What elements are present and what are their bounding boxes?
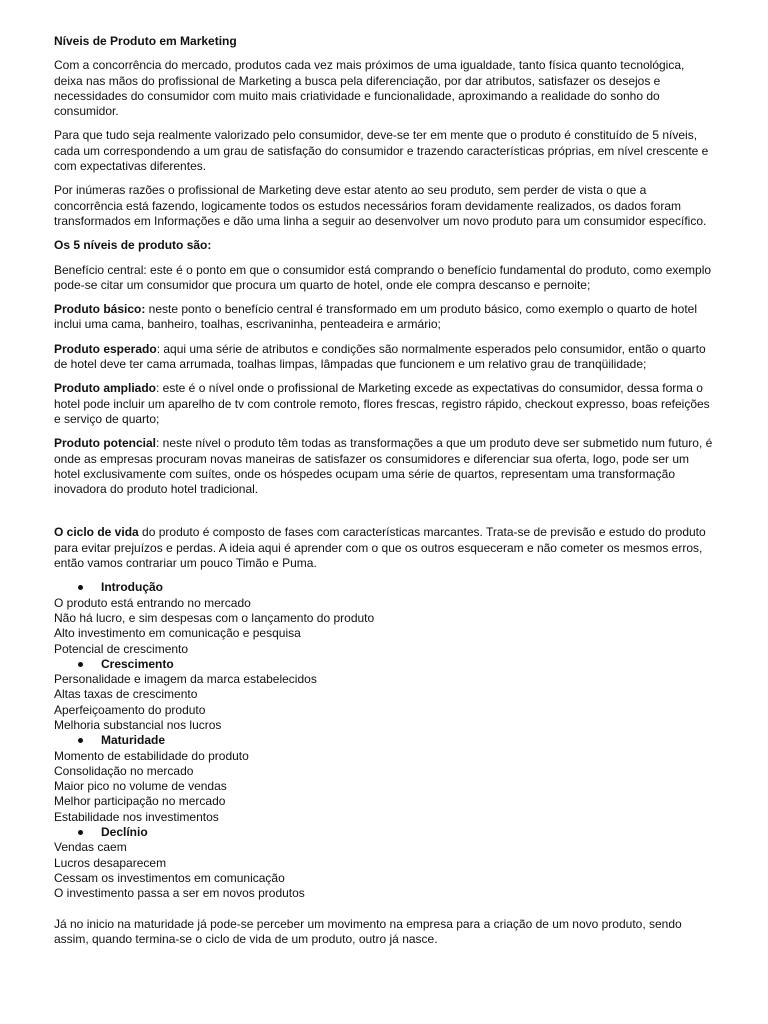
lifecycle-paragraph	[54, 525, 714, 571]
list-item: Lucros desaparecem	[54, 855, 167, 870]
phase-list	[54, 580, 714, 901]
level-text: Benefício central: este é o ponto em que o consumidor está comprando o benefício fundamental do produto, como exemplo pode-se citar um consumidor que procura um quarto de hotel, onde ele compra descanso e pernoite;	[54, 262, 712, 292]
level-text: : aqui uma série de atributos e condições são normalmente esperados pelo consumidor, então o quarto de hotel deve ter cama arrumada, toalhas limpas, lâmpadas que funcionem e um relativo grau de tranqüilidade;	[54, 341, 706, 372]
phase-heading-declinio: Declínio	[54, 825, 714, 840]
section-spacer	[54, 902, 714, 917]
list-item: Maior pico no volume de vendas	[54, 779, 227, 794]
list-item: O produto está entrando no mercado	[54, 595, 251, 610]
bullet-icon	[78, 662, 83, 667]
list-item: Vendas caem	[54, 840, 127, 855]
level-term: Produto ampliado	[54, 381, 156, 396]
level-text: : neste nível o produto têm todas as transformações a que um produto deve ser submetido num futuro, é onde as empresas procuram novas maneiras de satisfazer os consumidores e diferenciar sua oferta, logo, pode ser um hotel exclusivamente com suítes, onde os hóspedes ocupam uma série de quartos, representam uma transformação inovadora do produto hotel tradicional.	[54, 436, 713, 497]
phase-heading-maturidade: Maturidade	[54, 733, 714, 748]
document-page	[54, 34, 714, 956]
level-beneficio-central	[54, 263, 714, 294]
list-item: Não há lucro, e sim despesas com o lançamento do produto	[54, 610, 375, 625]
phase-heading-introducao: Introdução	[54, 580, 714, 595]
list-item: Melhoria substancial nos lucros	[54, 717, 222, 732]
lifecycle-text: do produto é composto de fases com características marcantes. Trata-se de previsão e estudo do produto para evitar prejuízos e perdas. A ideia aqui é aprender com o que os outros esqueceram e não cometer os mesmos erros, então vamos contrariar um pouco Timão e Puma.	[54, 525, 706, 571]
level-produto-esperado	[54, 342, 714, 373]
level-text: neste ponto o benefício central é transformado em um produto básico, como exemplo o quarto de hotel inclui uma cama, banheiro, toalhas, escrivaninha, penteadeira e armário;	[54, 302, 698, 332]
level-produto-potencial	[54, 436, 714, 497]
intro-paragraph-3: Por inúmeras razões o profissional de Marketing deve estar atento ao seu produto, sem perder de vista o que a concorrência está fazendo, logicamente todos os estudos necessários foram devidamente realizados, os dados foram transformados em Informações e dão uma linha a seguir ao desenvolver um novo produto para um consumidor específico.	[54, 183, 707, 228]
list-item: Melhor participação no mercado	[54, 794, 226, 809]
level-produto-basico	[54, 302, 714, 333]
list-item: Consolidação no mercado	[54, 763, 194, 778]
bullet-icon	[78, 738, 83, 743]
level-produto-ampliado	[54, 381, 714, 427]
list-item: Personalidade e imagem da marca estabelecidos	[54, 672, 317, 687]
intro-paragraph-2: Para que tudo seja realmente valorizado pelo consumidor, deve-se ter em mente que o produto é constituído de 5 níveis, cada um correspondendo a um grau de satisfação do consumidor e trazendo características próprias, em nível crescente e com expectativas diferentes.	[54, 128, 709, 174]
list-item: Estabilidade nos investimentos	[54, 809, 219, 824]
bullet-icon	[78, 830, 83, 835]
level-term: Produto esperado	[54, 341, 157, 356]
list-item: Cessam os investimentos em comunicação	[54, 870, 285, 885]
list-item: Potencial de crescimento	[54, 641, 189, 656]
list-item: Momento de estabilidade do produto	[54, 748, 249, 763]
level-term: Produto potencial	[54, 436, 156, 451]
bullet-icon	[78, 585, 83, 590]
level-text: : este é o nível onde o profissional de Marketing excede as expectativas do consumidor, dessa forma o hotel pode incluir um aparelho de tv com controle remoto, flores frescas, registro rápido, checkout expresso, boas refeições e serviço de quarto;	[54, 381, 710, 426]
levels-heading: Os 5 níveis de produto são:	[54, 238, 212, 253]
document-title: Níveis de Produto em Marketing	[54, 34, 237, 48]
closing-paragraph: Já no inicio na maturidade já pode-se perceber um movimento na empresa para a criação de um novo produto, sendo assim, quando termina-se o ciclo de vida de um produto, outro já nasce.	[54, 916, 682, 946]
list-item: Alto investimento em comunicação e pesquisa	[54, 626, 301, 641]
list-item: Altas taxas de crescimento	[54, 687, 198, 702]
list-item: Aperfeiçoamento do produto	[54, 702, 206, 717]
section-spacer	[54, 506, 714, 525]
phase-heading-crescimento: Crescimento	[54, 657, 714, 672]
level-term: Produto básico:	[54, 302, 146, 317]
lifecycle-term: O ciclo de vida	[54, 525, 139, 540]
intro-paragraph-1: Com a concorrência do mercado, produtos cada vez mais próximos de uma igualdade, tanto física quanto tecnológica, deixa nas mãos do profissional de Marketing a busca pela diferenciação, por dar atributos, satisfazer os desejos e necessidades do consumidor com muito mais criatividade e funcionalidade, aproximando a realidade do sonho do consumidor.	[54, 58, 685, 119]
list-item: O investimento passa a ser em novos produtos	[54, 886, 305, 901]
